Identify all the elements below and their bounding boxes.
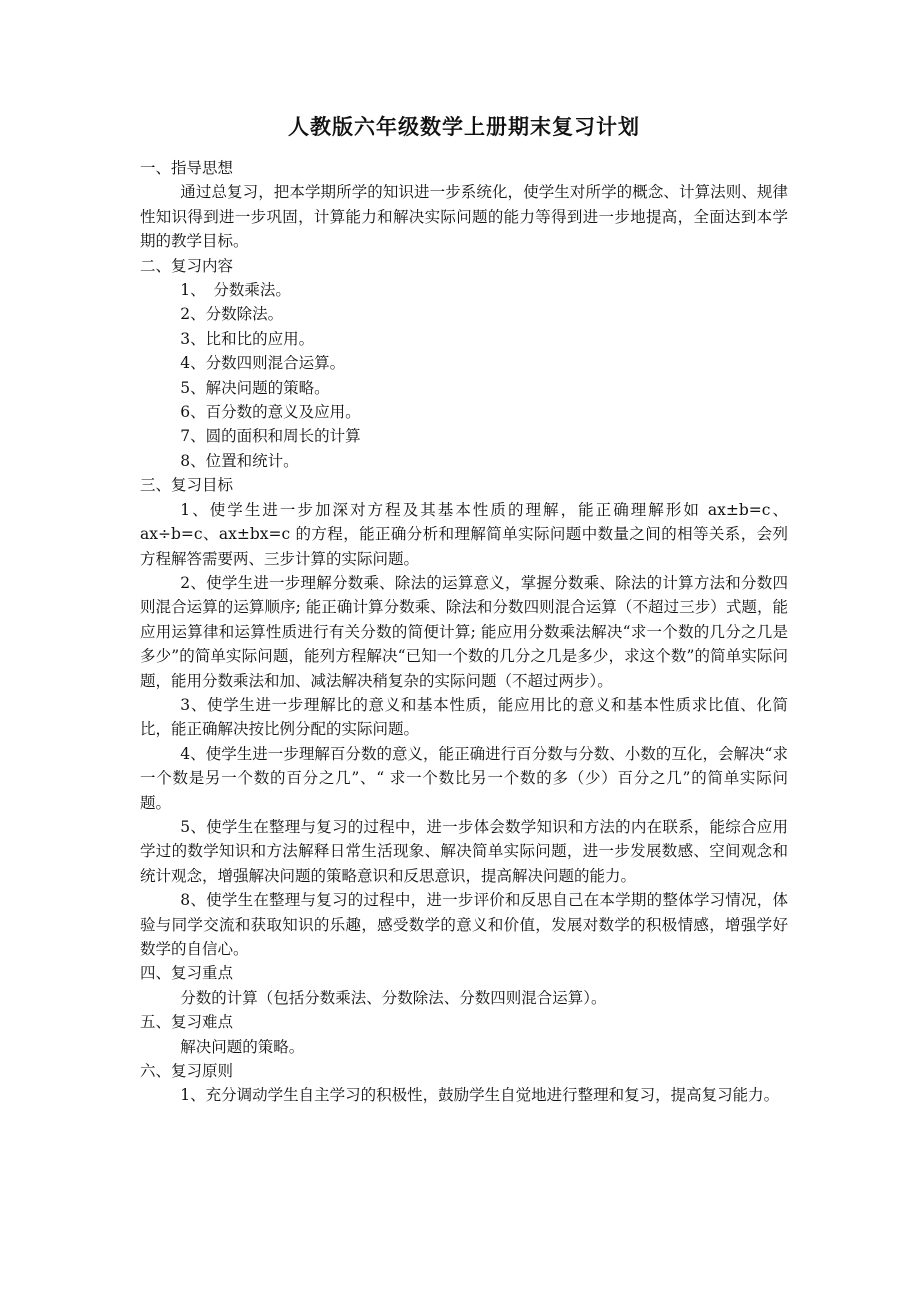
section-heading: 四、复习重点 (140, 964, 234, 983)
section-guiding-thought (140, 156, 788, 254)
document-title: 人教版六年级数学上册期末复习计划 (288, 115, 640, 139)
paragraph: 通过总复习，把本学期所学的知识进一步系统化，使学生对所学的概念、计算法则、规律性知识得到进一步巩固，计算能力和解决实际问题的能力等得到进一步地提高，全面达到本学期的教学目标。 (140, 183, 788, 251)
paragraph: 5、使学生在整理与复习的过程中，进一步体会数学知识和方法的内在联系，能综合应用学过的数学知识和方法解释日常生活现象、解决简单实际问题，进一步发展数感、空间观念和统计观念，增强解决问题的策略意识和反思意识，提高解决问题的能力。 (140, 817, 788, 885)
text-line: 解决问题的策略。 (180, 1037, 305, 1056)
section-heading: 五、复习难点 (140, 1013, 234, 1032)
section-heading: 二、复习内容 (140, 256, 234, 275)
list-item: 1、 分数乘法。 (180, 281, 291, 300)
paragraph: 4、使学生进一步理解百分数的意义，能正确进行百分数与分数、小数的互化，会解决“求一个数是另一个数的百分之几”、“ 求一个数比另一个数的多（少）百分之几”的简单实际问题。 (140, 744, 788, 812)
list-item: 8、位置和统计。 (180, 451, 299, 470)
section-review-goals (140, 473, 788, 961)
paragraph: 3、使学生进一步理解比的意义和基本性质，能应用比的意义和基本性质求比值、化简比，能正确解决按比例分配的实际问题。 (140, 695, 788, 739)
section-heading: 三、复习目标 (140, 476, 234, 495)
section-heading: 一、指导思想 (140, 159, 234, 177)
section-review-principles (140, 1059, 788, 1108)
section-review-content (140, 254, 788, 474)
paragraph: 2、使学生进一步理解分数乘、除法的运算意义，掌握分数乘、除法的计算方法和分数四则混合运算的运算顺序; 能正确计算分数乘、除法和分数四则混合运算（不超过三步）式题，能应用运算律和运算性质进行有关分数的简便计算; 能应用分数乘法解决“求一个数的几分之几是多少”的简单实际问题，能列方程解决“已知一个数的几分之几是多少，求这个数”的简单实际问题，能用分数乘法和加、减法解决稍复杂的实际问题（不超过两步）。 (140, 573, 788, 690)
list-item: 6、百分数的意义及应用。 (180, 403, 361, 422)
section-review-difficulty (140, 1010, 788, 1059)
list-item: 5、解决问题的策略。 (180, 378, 330, 397)
list-item: 4、分数四则混合运算。 (180, 354, 346, 373)
section-review-focus (140, 961, 788, 1010)
text-line: 分数的计算（包括分数乘法、分数除法、分数四则混合运算）。 (180, 988, 607, 1007)
list-item: 2、分数除法。 (180, 305, 284, 324)
paragraph: 1、使学生进一步加深对方程及其基本性质的理解，能正确理解形如 ax±b=c、ax÷b=c、ax±bx=c 的方程，能正确分析和理解简单实际问题中数量之间的相等关系，会列方程解答需要两、三步计算的实际问题。 (140, 500, 788, 568)
paragraph: 1、充分调动学生自主学习的积极性，鼓励学生自觉地进行整理和复习，提高复习能力。 (180, 1086, 780, 1105)
list-item: 3、比和比的应用。 (180, 329, 315, 348)
section-heading: 六、复习原则 (140, 1062, 234, 1081)
paragraph: 8、使学生在整理与复习的过程中，进一步评价和反思自己在本学期的整体学习情况，体验与同学交流和获取知识的乐趣，感受数学的意义和价值，发展对数学的积极情感，增强学好数学的自信心。 (140, 891, 788, 958)
document-page (140, 112, 788, 1108)
list-item: 7、圆的面积和周长的计算 (180, 427, 361, 446)
